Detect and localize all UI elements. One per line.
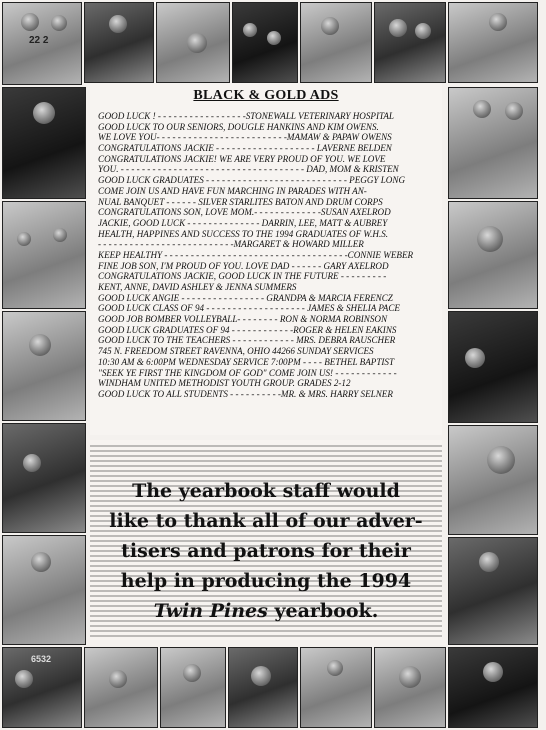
thank-you-line-5-suffix: yearbook. xyxy=(267,600,379,622)
thank-you-section xyxy=(90,440,442,640)
photo-bottom-5 xyxy=(300,647,372,728)
ad-line: GOOD LUCK ANGIE - - - - - - - - - - - - - - - - GRANDPA & MARCIA FERENCZ xyxy=(98,292,393,303)
photo-top-2 xyxy=(84,2,154,83)
ad-line: WE LOVE YOU- - - - - - - - - - - - - - - - - - - - - - - - -MAMAW & PAPAW OWENS xyxy=(98,132,392,143)
thank-you-message xyxy=(90,476,442,626)
yearbook-name: Twin Pines xyxy=(153,600,268,622)
photo-bottom-4 xyxy=(228,647,298,728)
ads-list xyxy=(98,111,434,400)
ad-line: GOOD LUCK TO THE TEACHERS - - - - - - - - - - - - MRS. DEBRA RAUSCHER xyxy=(98,335,396,346)
photo-left-1 xyxy=(2,87,86,199)
photo-right-1 xyxy=(448,87,538,199)
thank-you-line-3: tisers and patrons for their xyxy=(121,540,411,562)
photo-top-3 xyxy=(156,2,230,83)
photo-right-2 xyxy=(448,201,538,309)
ad-line: GOOD JOB BOMBER VOLLEYBALL- - - - - - - - RON & NORMA ROBINSON xyxy=(98,314,388,325)
ads-title: BLACK & GOLD ADS xyxy=(193,88,339,103)
ad-line: GOOD LUCK TO ALL STUDENTS - - - - - - - - - -MR. & MRS. HARRY SELNER xyxy=(98,388,393,399)
ad-line: GOOD LUCK ! - - - - - - - - - - - - - - - - -STONEWALL VETERINARY HOSPITAL xyxy=(98,111,394,121)
ad-line: CONGRATULATIONS JACKIE, GOOD LUCK IN THE FUTURE - - - - - - - - - xyxy=(98,271,387,282)
photo-top-4 xyxy=(232,2,298,83)
photo-right-5 xyxy=(448,537,538,645)
ad-line: CONGRATULATIONS SON, LOVE MOM.- - - - - - - - - - - - -SUSAN AXELROD xyxy=(98,207,391,218)
jersey-numbers-label: 6532 xyxy=(31,654,52,664)
ad-line: WINDHAM UNITED METHODIST YOUTH GROUP. GRADES 2-12 xyxy=(98,378,351,389)
photo-bottom-3 xyxy=(160,647,226,728)
photo-top-6 xyxy=(374,2,446,83)
ad-line: "SEEK YE FIRST THE KINGDOM OF GOD" COME JOIN US! - - - - - - - - - - - - xyxy=(98,367,397,378)
ad-line: - - - - - - - - - - - - - - - - - - - - - - - - - -MARGARET & HOWARD MILLER xyxy=(98,239,364,250)
photo-bottom-7 xyxy=(448,647,538,728)
thank-you-line-5 xyxy=(90,596,442,626)
photo-bottom-6 xyxy=(374,647,446,728)
photo-bottom-2 xyxy=(84,647,158,728)
ad-line: COME JOIN US AND HAVE FUN MARCHING IN PARADES WITH AN- xyxy=(98,185,367,196)
photo-top-5 xyxy=(300,2,372,83)
ad-line: GOOD LUCK CLASS OF 94 - - - - - - - - - - - - - - - - - - - JAMES & SHELIA PACE xyxy=(98,303,400,314)
photo-top-7 xyxy=(448,2,538,83)
ad-line: JACKIE, GOOD LUCK - - - - - - - - - - - - - - DARRIN, LEE, MATT & AUBREY xyxy=(98,217,388,228)
jersey-numbers-label: 22 2 xyxy=(29,35,49,46)
ad-line: HEALTH, HAPPINES AND SUCCESS TO THE 1994 GRADUATES OF W.H.S. xyxy=(98,228,389,239)
black-gold-ads-section xyxy=(90,83,442,435)
ad-line: NUAL BANQUET - - - - - - SILVER STARLITES BATON AND DRUM CORPS xyxy=(98,196,383,207)
thank-you-line-4: help in producing the 1994 xyxy=(120,570,412,592)
ad-line: KENT, ANNE, DAVID ASHLEY & JENNA SUMMERS xyxy=(98,282,297,292)
photo-left-5 xyxy=(2,535,86,645)
ad-line: FINE JOB SON, I'M PROUD OF YOU. LOVE DAD - - - - - - GARY AXELROD xyxy=(98,260,389,271)
ad-line: CONGRATULATIONS JACKIE! WE ARE VERY PROUD OF YOU. WE LOVE xyxy=(98,153,386,164)
ad-line: GOOD LUCK GRADUATES OF 94 - - - - - - - - - - - -ROGER & HELEN EAKINS xyxy=(98,324,397,335)
photo-left-3 xyxy=(2,311,86,421)
ad-line: YOU. - - - - - - - - - - - - - - - - - - - - - - - - - - - - - - - - - - - DAD, MOM & KRISTEN xyxy=(98,164,399,175)
ad-line: KEEP HEALTHY - - - - - - - - - - - - - - - - - - - - - - - - - - - - - - - - - - -CONNIE WEBER xyxy=(98,249,414,260)
ad-line: 745 N. FREEDOM STREET RAVENNA, OHIO 44266 SUNDAY SERVICES xyxy=(98,346,374,357)
ad-line: GOOD LUCK TO OUR SENIORS, DOUGLE HANKINS AND KIM OWENS. xyxy=(98,121,379,132)
thank-you-line-1: The yearbook staff would xyxy=(132,480,400,502)
ad-line: CONGRATULATIONS JACKIE - - - - - - - - - - - - - - - - - - - LAVERNE BELDEN xyxy=(98,143,392,154)
photo-right-4 xyxy=(448,425,538,535)
photo-left-4 xyxy=(2,423,86,533)
photo-left-2 xyxy=(2,201,86,309)
photo-right-3 xyxy=(448,311,538,423)
photo-bottom-1 xyxy=(2,647,82,728)
ad-line: GOOD LUCK GRADUATES - - - - - - - - - - - - - - - - - - - - - - - - - - - PEGGY LONG xyxy=(98,175,406,186)
ad-line: 10:30 AM & 6:00PM WEDNESDAY SERVICE 7:00PM - - - - BETHEL BAPTIST xyxy=(98,356,395,367)
photo-volleyball-players xyxy=(2,2,82,85)
thank-you-line-2: like to thank all of our adver- xyxy=(109,510,423,532)
